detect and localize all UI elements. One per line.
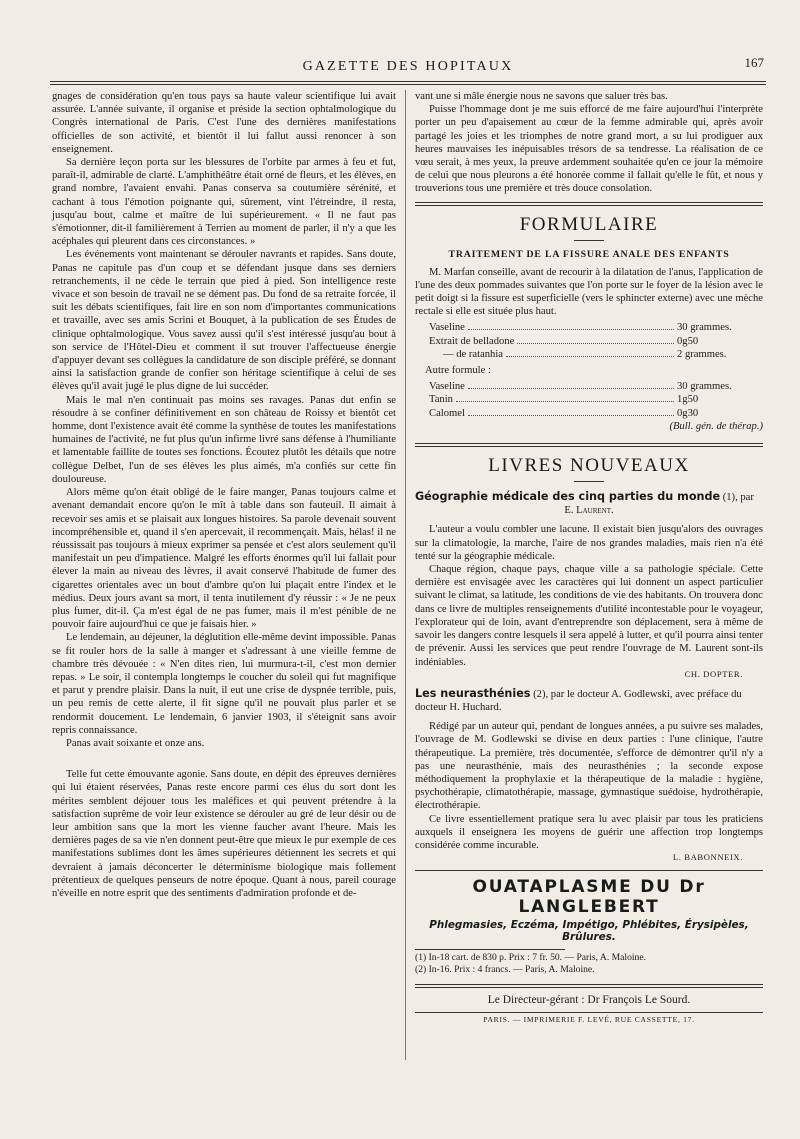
ingredient-quantity: 2 grammes.: [677, 348, 727, 360]
footnotes: [415, 952, 763, 976]
section-rule: [415, 446, 763, 447]
recipe-1: [429, 321, 763, 361]
ingredient-name: Calomel: [429, 407, 465, 419]
recipe-line: [429, 407, 763, 420]
book-1-note: (1), par: [722, 492, 754, 504]
paragraph: Sa dernière leçon porta sur les blessures de l'orbite par armes à feu et fut, paraît-il, admirable de clarté. L'amphithéâtre était orné de fleurs, et les élèves, en grand nombre, l'avaient envahi. Panas conserva sa coutumière sérénité, et cachant à tous l'émotion poignante qui, sûrement, vint l'étreindre, il resta, jusqu'au bout, calme et maître de lui supérieurement. « Il ne faut pas s'émotionner, dit-il familièrement à Terrien au moment de parler, il n'y a que les acéphales qui pleurent dans ces circonstances. »: [52, 157, 396, 248]
section-rule: [415, 443, 763, 444]
review-paragraph: L'auteur a voulu combler une lacune. Il existait bien jusqu'alors des ouvrages sur la climatologie, la marche, l'aire de nos grandes maladies, mais rien n'a été tenté sur la géographie médicale.: [415, 524, 763, 562]
leader-dots: [468, 388, 674, 389]
book-2-signature: L. BABONNEIX.: [672, 852, 743, 863]
other-formula-label: Autre formule :: [425, 365, 491, 377]
leader-dots: [468, 415, 674, 416]
spacer: [52, 750, 396, 768]
book-2-title: Les neurasthénies: [415, 686, 531, 700]
paragraph: Telle fut cette émouvante agonie. Sans doute, en dépit des épreuves dernières qui lui étaient réservées, Panas reste encore parmi ces élus du sort dont les mérites semblent déjouer tous les maléfices et qui peuvent prétendre à la satisfaction suprême de voir leur existence se dérouler au gré de leur désir ou de leur ambition sans que la mort les vienne faucher avant l'heure. Mais les dernières pages de sa vie n'en donnent peut-être que mieux le pur exemple de ces manifestations sublimes dont les âmes supérieures détiennent les secrets et qui devraient à jamais déconcerter le déterminisme biologique mais follement prétentieux de quelques penseurs de notre époque. Quant à nous, pareil courage n'éveille en notre esprit que des sentiments d'admiration profonde et de-: [52, 769, 396, 899]
printer-line: PARIS. — IMPRIMERIE F. LEVÉ, RUE CASSETTE, 17.: [483, 1015, 695, 1025]
ingredient-quantity: 1g50: [677, 394, 699, 406]
formulaire-citation: (Bull. gén. de thérap.): [669, 420, 763, 432]
section-rule: [415, 205, 763, 206]
ingredient-name: Tanin: [429, 394, 453, 406]
formulaire-title: FORMULAIRE: [519, 213, 659, 235]
book-1-signature: CH. DOPTER.: [684, 668, 743, 679]
paragraph: Alors même qu'on était obligé de le faire manger, Panas toujours calme et avenant demandait encore qu'on le mît à table dans son fauteuil. Il aimait à recevoir ses amis et se plaisait aux longues histoires. Sa parole devenait souvent incompréhensible et, quand il s'en apercevait, il recommençait. Mais, hélas! il ne réussissait pas toujours à mieux exprimer sa pensée et c'est alors seulement qu'il manifestait un peu d'impatience. Malgré les efforts énormes qu'il lui fallait pour élever la main au niveau des lèvres, il avait conservé l'habitude de fumer des cigarettes orientales avec un bout d'ambre qu'on lui plaçait entre l'index et le médius. Deux jours avant sa mort, il tenta inutilement d'y réussir : « Je ne peux plus fumer, dit-il. Ça m'est égal de ne pas fumer, mais il m'est pénible de ne pouvoir faire aujourd'hui ce que je faisais hier. »: [52, 487, 396, 631]
formulaire-subtitle: TRAITEMENT DE LA FISSURE ANALE DES ENFANTS: [448, 248, 730, 260]
recipe-2: [429, 380, 763, 420]
section-rule: [415, 1012, 763, 1013]
paragraph: Panas avait soixante et onze ans.: [66, 737, 205, 749]
book-2-note: (2), par le docteur A. Godlewski, avec préface du docteur H. Huchard.: [415, 688, 742, 713]
journal-title: GAZETTE DES HOPITAUX: [302, 59, 514, 74]
footnote: (1) In-18 cart. de 830 p. Prix : 7 fr. 50. — Paris, A. Maloine.: [415, 952, 647, 964]
paragraph: Les événements vont maintenant se dérouler navrants et rapides. Sans doute, Panas ne capitule pas d'un coup et se défendant jusque dans ses derniers retranchements, il ne cède le terrain que pied à pied. Son intelligence reste vivace et son besoin de travail ne se dément pas. Du fond de sa retraite forcée, il suit les débats scientifiques, fait lire en son nom d'importantes communications et travaille, avec ses amis Scrini et Bouquet, à la publication de ses Études de clinique ophtalmologique. Vous savez aussi qu'il s'est intéressé jusqu'au bout à son service de l'Hôtel-Dieu et comment il sut trouver l'affectueuse énergie d'appuyer devant ses collègues la candidature de son disciple préféré, se donnant ainsi la satisfaction grande de confier son héritage scientifique à celui de ses élèves qu'il avait jugé le plus digne de lui succéder.: [52, 249, 396, 393]
leader-dots: [468, 329, 674, 330]
paragraph: gnages de considération qu'en tous pays sa haute valeur scientifique lui avait assurée. L'année suivante, il organise et préside la section ophtalmologique du Congrès international de Paris. C'est l'une des dernières manifestations officielles de son activité, et bientôt il lui fallut aussi renoncer à son enseignement.: [52, 91, 396, 155]
paragraph: Mais le mal n'en continuait pas moins ses ravages. Panas dut enfin se résoudre à se confiner définitivement en son château de Roissy et bientôt cet homme, dont l'existence avait été comme la synthèse de toutes les manifestations humaines de l'activité, ne fut plus qu'un infirme livré sans défense à l'humiliante et lamentable faillite de toutes ses fonctions. Écoutez plutôt les détails que notre collègue Delbet, l'un de ses élèves les plus aimés, m'a confiés sur cette fin douloureuse.: [52, 394, 396, 485]
ingredient-quantity: 0g30: [677, 407, 699, 419]
page-number: 167: [744, 55, 764, 70]
section-rule: [415, 987, 763, 988]
recipe-line: [429, 335, 763, 348]
ingredient-quantity: 0g50: [677, 335, 699, 347]
running-head: [52, 55, 764, 79]
section-rule: [415, 984, 763, 985]
paragraph: vant une si mâle énergie nous ne savons que saluer très bas.: [415, 91, 668, 102]
left-column: [52, 90, 396, 900]
leader-dots: [517, 343, 674, 344]
recipe-line: [429, 380, 763, 393]
livres-title: LIVRES NOUVEAUX: [488, 455, 690, 477]
ingredient-quantity: 30 grammes.: [677, 381, 732, 393]
review-paragraph: Rédigé par un auteur qui, pendant de longues années, a pu suivre ses malades, l'ouvrage de M. Godlewski se divise en deux parties : l'une clinique, l'autre thérapeutique. La première, très documentée, s'efforce de démontrer qu'il n'y a pas une neurasthénie, mais des neurasthénies ; la seconde expose méthodiquement la prophylaxie et la thérapeutique de la maladie : hygiène, psychothérapie, climatothérapie, massage, gymnastique suédoise, hydrothérapie, électrothérapie.: [415, 721, 763, 812]
leader-dots: [506, 356, 674, 357]
review-paragraph: Chaque région, chaque pays, chaque ville a sa pathologie spéciale. Cette dernière est envisagée avec les caractères qui lui donnent un aspect particulier suivant le climat, sa latitude, les conditions de vie des habitants. On trouvera donc dans ce livre de multiples renseignements d'utilité incontestable pour le voyageur, l'explorateur qui de loin, avant d'entreprendre son déplacement, sera à même de savoir les dangers contre lesquels il sera appelé à lutter, et qu'il pourra ainsi tenter de prévenir. Aussi les services que peut rendre l'ouvrage de M. Laurent sont-ils indéniables.: [415, 564, 763, 668]
header-rule-double: [50, 84, 766, 85]
ingredient-name: Extrait de belladone: [429, 335, 515, 347]
section-rule: [415, 870, 763, 871]
review-paragraph: Ce livre essentiellement pratique sera lu avec plaisir par tous les praticiens auxquels il enseignera les moyens de guérir une affection trop longtemps considérée comme incurable.: [415, 813, 763, 851]
ingredient-name: Vaseline: [429, 322, 465, 334]
ingredient-name: Vaseline: [429, 381, 465, 393]
title-rule: [574, 481, 604, 482]
advert-title: OUATAPLASME DU Dr LANGLEBERT: [472, 877, 706, 918]
column-divider: [405, 90, 406, 1060]
recipe-line: [429, 321, 763, 334]
footnote-rule: [415, 949, 565, 950]
formulaire-intro: M. Marfan conseille, avant de recourir à la dilatation de l'anus, l'application de l'une des deux pommades suivantes que l'on porte sur le foyer de la lésion avec le petit doigt si la fissure est superficielle (vers le sphincter externe) avec une mèche rectale si elle est située plus haut.: [415, 266, 763, 318]
recipe-line: [429, 348, 763, 361]
leader-dots: [456, 401, 674, 402]
title-rule: [574, 240, 604, 241]
paragraph: Puisse l'hommage dont je me suis efforcé de me faire aujourd'hui l'interprète porter un peu d'apaisement au cœur de la femme admirable qui, après avoir partagé les joies et les triomphes de notre grand mort, a su lui prodiguer aux heures mauvaises les inépuisables trésors de sa tendresse. La réalisation de ce vœu serait, à mes yeux, la preuve ardemment souhaitée qu'en ce jour la mémoire de celui que nous pleurons a été honorée comme il fallait qu'elle le fût, et nous y trouverions tous une première et très douce consolation.: [415, 104, 763, 195]
recipe-line: [429, 393, 763, 406]
book-1-author: E. Laurent.: [564, 505, 614, 517]
book-1-title: Géographie médicale des cinq parties du monde: [415, 490, 721, 504]
footnote: (2) In-16. Prix : 4 francs. — Paris, A. Maloine.: [415, 964, 595, 976]
paragraph: Le lendemain, au déjeuner, la déglutition elle-même devint impossible. Panas se fit rouler hors de la salle à manger et s'adressant à une vieille femme de chambre très dévouée : « N'en dites rien, lui murmura-t-il, c'est mon dernier repas. » Le soir, il contempla longtemps le coucher du soleil qui fut magnifique et parut y prendre plaisir. Dans la nuit, il eut une crise de dyspnée terrible, puis, un peu remis de cette alerte, il fit signe qu'il ne pouvait plus parler et se rendormit doucement. Le lendemain, 6 janvier 1903, il s'éteignit sans avoir repris connaissance.: [52, 632, 396, 736]
director-line: Le Directeur-gérant : Dr François Le Sourd.: [487, 994, 691, 1007]
book-2-heading: [415, 687, 763, 714]
ingredient-name: — de ratanhia: [443, 348, 504, 360]
right-column: [415, 90, 763, 1024]
book-1-heading: [415, 490, 763, 517]
section-rule: [415, 202, 763, 203]
ingredient-quantity: 30 grammes.: [677, 322, 732, 334]
header-rule: [50, 81, 766, 82]
advert-subtitle: Phlegmasies, Eczéma, Impétigo, Phlébites, Érysipèles, Brûlures.: [429, 919, 749, 944]
